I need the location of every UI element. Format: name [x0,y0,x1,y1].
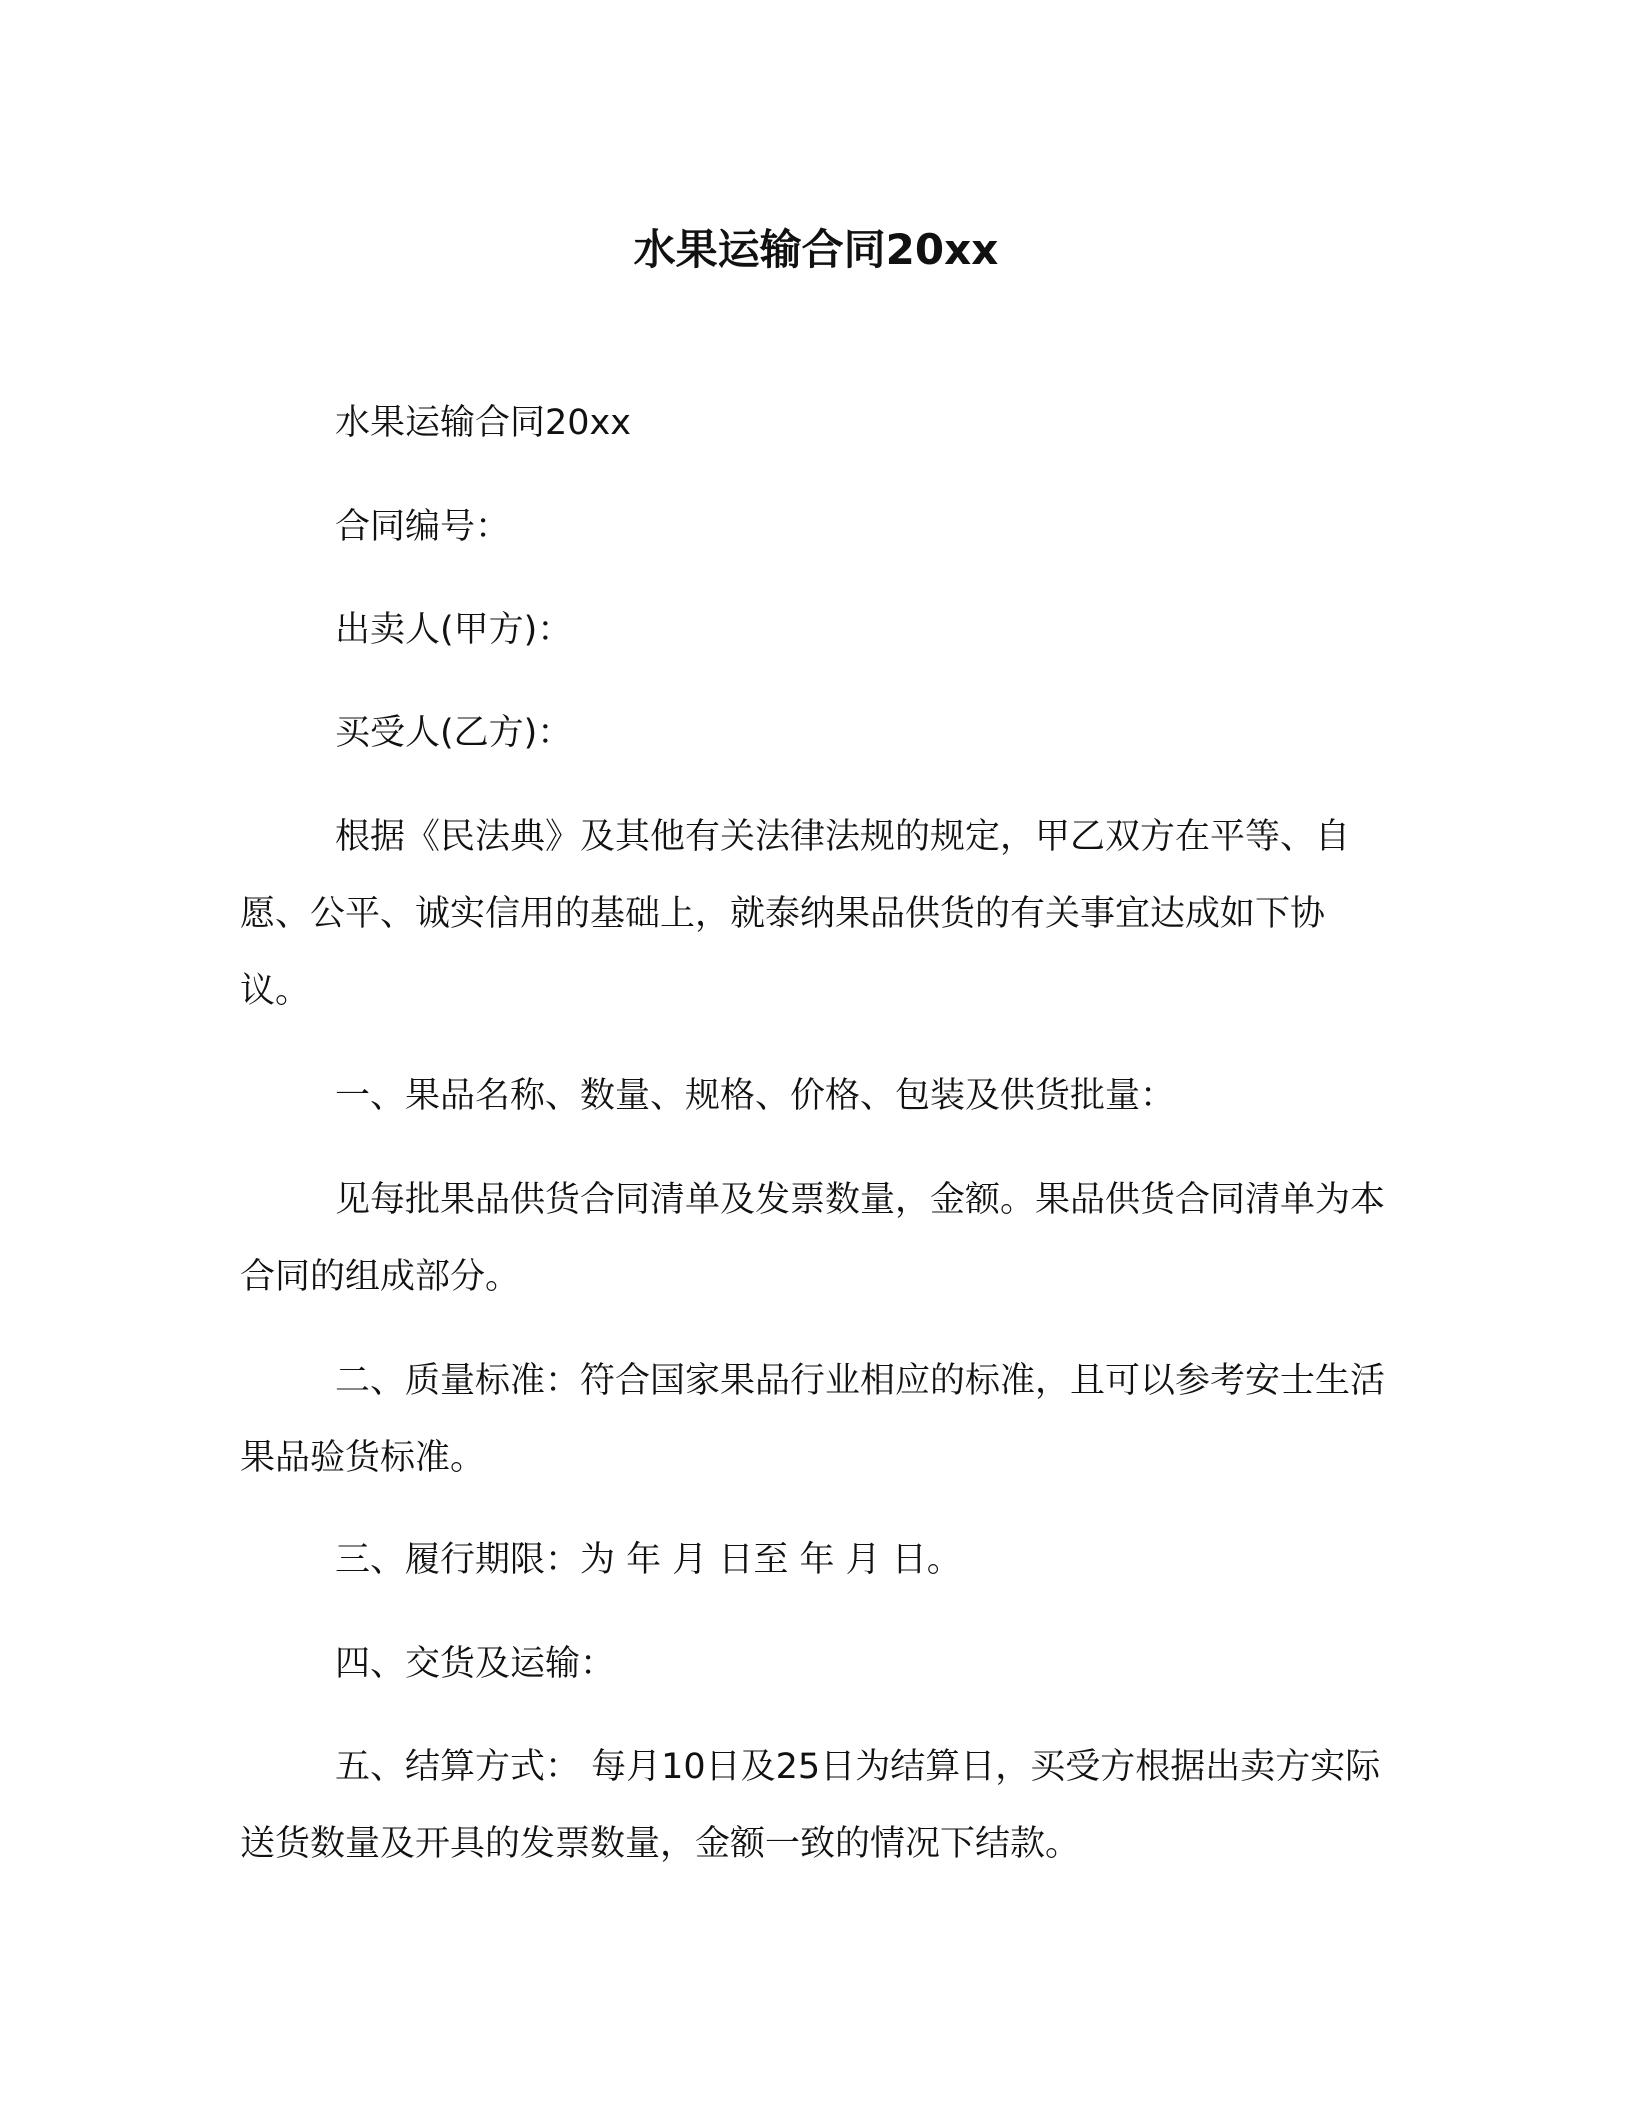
paragraph-preamble: 根据《民法典》及其他有关法律法规的规定，甲乙双方在平等、自愿、公平、诚实信用的基础上，就泰纳果品供货的有关事宜达成如下协议。 [240,817,1351,1011]
paragraph-seller: 出卖人(甲方)： [335,610,573,650]
paragraph-clause-2: 二、质量标准：符合国家果品行业相应的标准，且可以参考安士生活果品验货标准。 [240,1361,1386,1478]
paragraph-clause-1-detail: 见每批果品供货合同清单及发票数量，金额。果品供货合同清单为本合同的组成部分。 [240,1180,1386,1297]
paragraph-clause-4: 四、交货及运输： [335,1644,616,1684]
paragraph-clause-3: 三、履行期限：为 年 月 日至 年 月 日。 [335,1540,962,1580]
paragraph-clause-1: 一、果品名称、数量、规格、价格、包装及供货批量： [335,1076,1176,1116]
paragraph-clause-5: 五、结算方式： 每月10日及25日为结算日，买受方根据出卖方实际送货数量及开具的发票数量，金额一致的情况下结款。 [240,1747,1381,1864]
paragraph-contract-number: 合同编号： [335,507,511,547]
document-title: 水果运输合同20xx [633,225,999,274]
paragraph-heading-repeat: 水果运输合同20xx [335,403,631,443]
paragraph-buyer: 买受人(乙方)： [335,713,573,753]
